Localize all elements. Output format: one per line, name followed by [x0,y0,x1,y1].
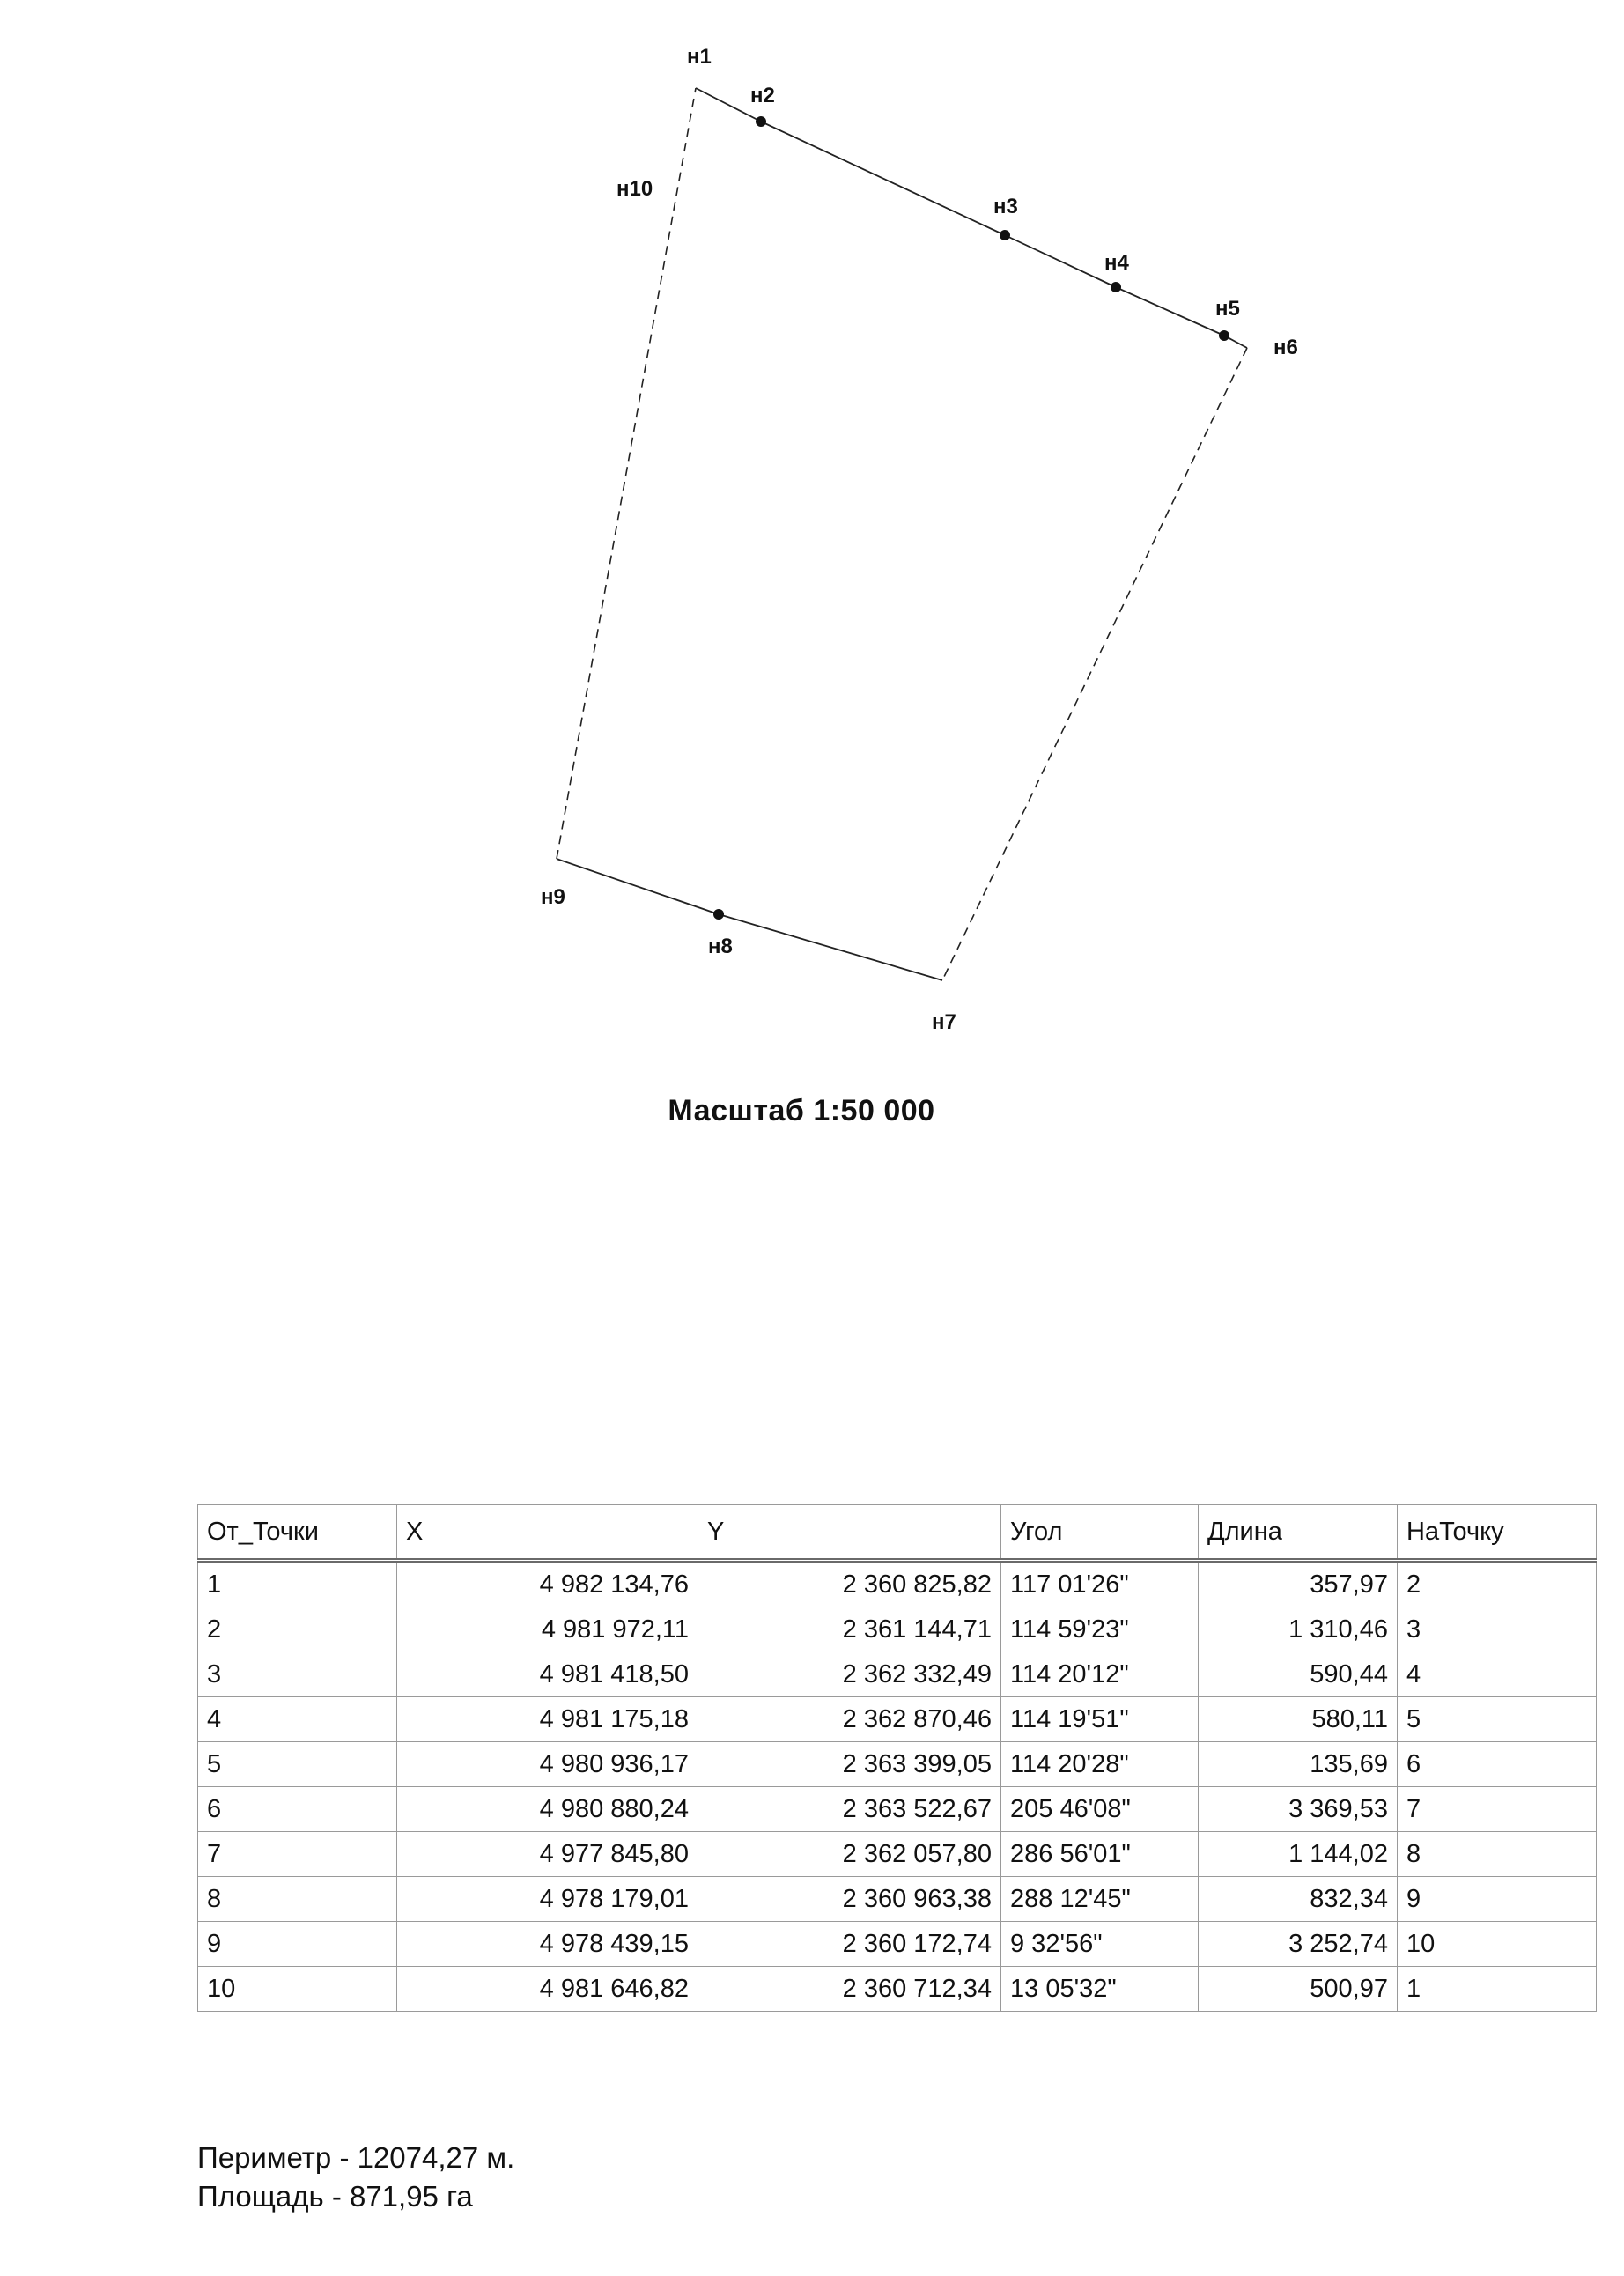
point-label: н7 [932,1010,956,1034]
boundary-points [541,45,1298,1034]
cell-y: 2 360 712,34 [698,1967,1001,2012]
cell-x: 4 980 880,24 [397,1787,698,1832]
cell-angle: 117 01'26" [1001,1561,1199,1607]
table-row [198,1742,1597,1787]
cell-to-point: 9 [1398,1877,1597,1922]
cell-x: 4 981 646,82 [397,1967,698,2012]
table-row [198,1787,1597,1832]
point-label: н9 [541,885,565,909]
cell-x: 4 980 936,17 [397,1742,698,1787]
boundary-point-marker [1000,230,1010,240]
cell-length: 3 252,74 [1199,1922,1398,1967]
area-text: Площадь - 871,95 га [197,2180,473,2213]
cell-to-point: 3 [1398,1607,1597,1652]
cell-from-point: 6 [198,1787,397,1832]
cell-y: 2 362 332,49 [698,1652,1001,1697]
cell-angle: 288 12'45" [1001,1877,1199,1922]
cell-x: 4 981 175,18 [397,1697,698,1742]
boundary-point-marker [713,909,724,920]
cell-y: 2 361 144,71 [698,1607,1001,1652]
cell-y: 2 360 963,38 [698,1877,1001,1922]
cell-length: 580,11 [1199,1697,1398,1742]
cell-from-point: 3 [198,1652,397,1697]
cell-from-point: 8 [198,1877,397,1922]
cell-y: 2 363 399,05 [698,1742,1001,1787]
cell-from-point: 10 [198,1967,397,2012]
col-header-angle: Угол [1001,1505,1199,1561]
cell-to-point: 10 [1398,1922,1597,1967]
table-row [198,1652,1597,1697]
boundary-segment [557,859,719,914]
cell-angle: 205 46'08" [1001,1787,1199,1832]
boundary-point-marker [756,116,766,127]
point-label: н2 [750,84,775,107]
cell-to-point: 8 [1398,1832,1597,1877]
boundary-point-marker [1219,330,1229,341]
parcel-boundary [557,88,1247,980]
table-row [198,1922,1597,1967]
cell-to-point: 7 [1398,1787,1597,1832]
cell-from-point: 7 [198,1832,397,1877]
cell-length: 1 144,02 [1199,1832,1398,1877]
cell-length: 135,69 [1199,1742,1398,1787]
cell-angle: 13 05'32" [1001,1967,1199,2012]
boundary-segment [1005,235,1116,287]
cell-from-point: 9 [198,1922,397,1967]
point-label: н4 [1104,251,1129,275]
col-header-x: X [397,1505,698,1561]
cell-angle: 114 20'28" [1001,1742,1199,1787]
cell-y: 2 362 057,80 [698,1832,1001,1877]
cell-to-point: 5 [1398,1697,1597,1742]
boundary-segment [942,348,1247,980]
col-header-to-point: НаТочку [1398,1505,1597,1561]
point-label: н3 [993,195,1018,218]
boundary-segment [557,88,696,859]
table-row [198,1832,1597,1877]
point-label: н8 [708,935,733,958]
point-label: н6 [1273,336,1298,359]
point-label: н5 [1215,297,1240,321]
col-header-length: Длина [1199,1505,1398,1561]
cell-length: 3 369,53 [1199,1787,1398,1832]
table-row [198,1561,1597,1607]
col-header-y: Y [698,1505,1001,1561]
cell-from-point: 2 [198,1607,397,1652]
boundary-segment [1116,287,1224,336]
cell-x: 4 981 972,11 [397,1607,698,1652]
scale-caption: Масштаб 1:50 000 [668,1094,935,1127]
cell-y: 2 360 172,74 [698,1922,1001,1967]
cell-to-point: 1 [1398,1967,1597,2012]
table-row [198,1697,1597,1742]
boundary-segment [719,914,942,980]
cell-x: 4 982 134,76 [397,1561,698,1607]
table-row [198,1967,1597,2012]
cell-angle: 9 32'56" [1001,1922,1199,1967]
table-header-row [198,1505,1597,1561]
summary-block [197,2139,514,2216]
coordinates-table [197,1504,1597,2012]
cell-length: 590,44 [1199,1652,1398,1697]
cell-y: 2 363 522,67 [698,1787,1001,1832]
cell-angle: 286 56'01" [1001,1832,1199,1877]
boundary-point-marker [1111,282,1121,292]
cell-from-point: 1 [198,1561,397,1607]
boundary-segment [761,122,1005,235]
cell-x: 4 977 845,80 [397,1832,698,1877]
cell-angle: 114 19'51" [1001,1697,1199,1742]
col-header-from-point: От_Точки [198,1505,397,1561]
cell-length: 500,97 [1199,1967,1398,2012]
cell-y: 2 362 870,46 [698,1697,1001,1742]
point-label: н10 [616,177,653,201]
cell-y: 2 360 825,82 [698,1561,1001,1607]
cell-length: 1 310,46 [1199,1607,1398,1652]
cell-x: 4 978 179,01 [397,1877,698,1922]
cell-angle: 114 20'12" [1001,1652,1199,1697]
cell-to-point: 6 [1398,1742,1597,1787]
cell-to-point: 2 [1398,1561,1597,1607]
cell-x: 4 981 418,50 [397,1652,698,1697]
cell-from-point: 5 [198,1742,397,1787]
table-row [198,1607,1597,1652]
point-label: н1 [687,45,712,69]
table-row [198,1877,1597,1922]
cell-from-point: 4 [198,1697,397,1742]
perimeter-text: Периметр - 12074,27 м. [197,2141,515,2174]
cell-to-point: 4 [1398,1652,1597,1697]
cell-angle: 114 59'23" [1001,1607,1199,1652]
cell-length: 832,34 [1199,1877,1398,1922]
cell-x: 4 978 439,15 [397,1922,698,1967]
cell-length: 357,97 [1199,1561,1398,1607]
